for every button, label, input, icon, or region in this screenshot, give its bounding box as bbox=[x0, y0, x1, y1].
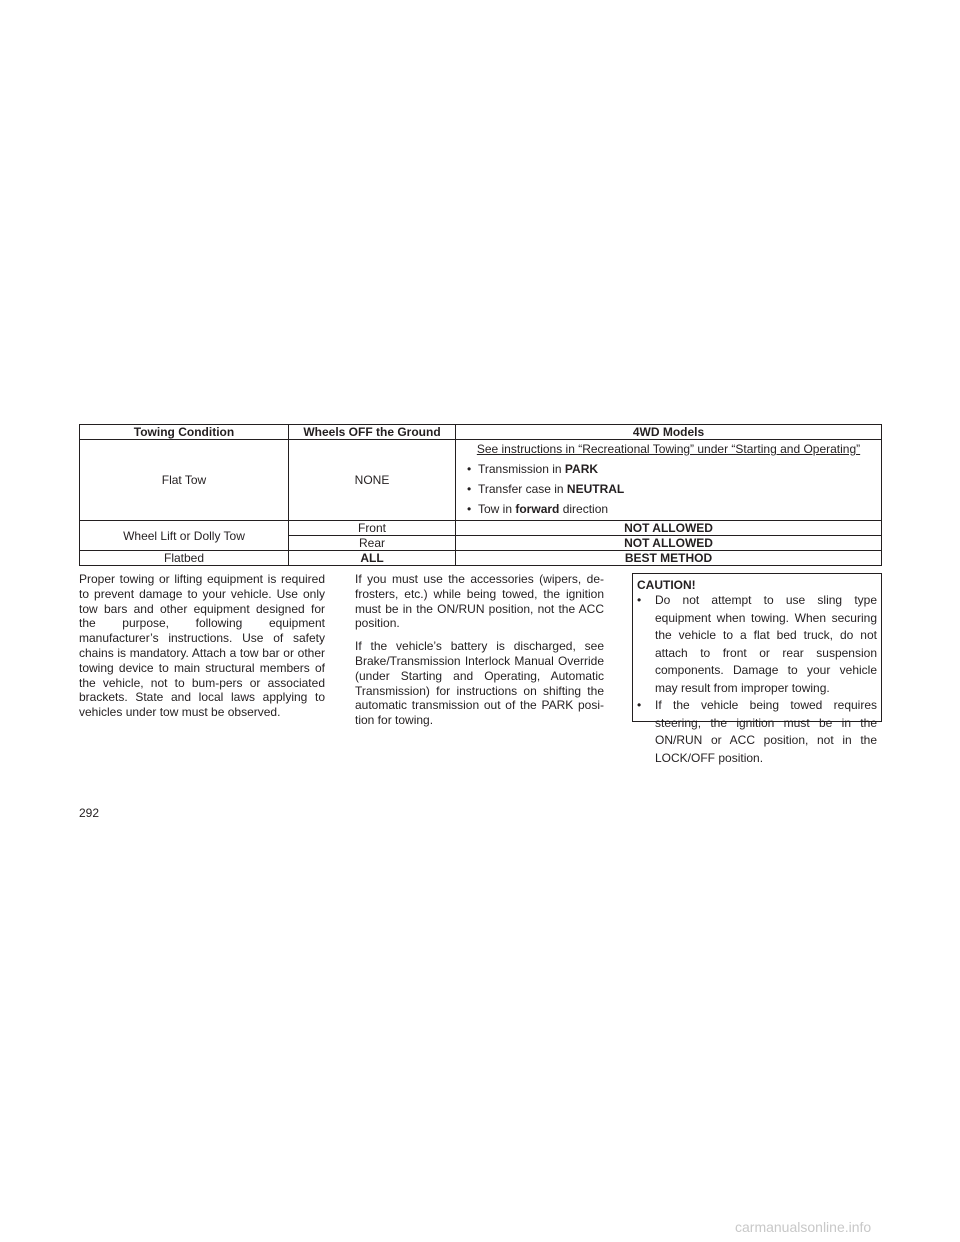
text-column-middle bbox=[355, 572, 604, 736]
text-column-left bbox=[79, 572, 325, 728]
cell-flatbed: Flatbed bbox=[80, 551, 289, 566]
bullet-icon: • bbox=[637, 698, 642, 712]
header-wheels-off: Wheels OFF the Ground bbox=[289, 425, 456, 440]
paragraph-towing-equipment: Proper towing or lifting equipment is required to prevent damage to your vehicle. Use only tow bars and other equipment designed for the purpose, following equipment manufacturer’s instructions. Use of safety chains is mandatory. Attach a tow bar or other towing device to main structural members of the vehicle, not to bum-pers or associated brackets. State and local laws applying to vehicles under tow must be observed. bbox=[79, 572, 325, 720]
paragraph-battery: If the vehicle’s battery is discharged, see Brake/Transmission Interlock Manual Override (under Starting and Operating, Automatic Transmission) for instructions on shifting the automatic transmission out of the PARK posi-tion for towing. bbox=[355, 639, 604, 728]
caution-item-text: If the vehicle being towed requires steering, the ignition must be in the ON/RUN or ACC position, not in the LOCK/OFF position. bbox=[655, 698, 877, 765]
caution-box bbox=[632, 573, 882, 765]
header-4wd-models: 4WD Models bbox=[456, 425, 882, 440]
cell-flat-tow-wheels: NONE bbox=[289, 440, 456, 521]
cell-flat-tow: Flat Tow bbox=[80, 440, 289, 521]
caution-item-text: Do not attempt to use sling type equipment when towing. When securing the vehicle to a flat bed truck, do not attach to front or rear suspension components. Damage to your vehicle may result from improper towing. bbox=[655, 593, 877, 695]
caution-title: CAUTION! bbox=[637, 578, 696, 592]
cell-wheel-lift-rear-models: NOT ALLOWED bbox=[456, 536, 882, 551]
cell-flatbed-models: BEST METHOD bbox=[456, 551, 882, 566]
page-number: 292 bbox=[79, 806, 100, 820]
header-towing-condition: Towing Condition bbox=[80, 425, 289, 440]
bullet-text: Tow in bbox=[478, 502, 516, 516]
watermark: carmanualsonline.info bbox=[735, 1219, 872, 1235]
bullet-transmission bbox=[478, 462, 877, 476]
table-row-flatbed bbox=[80, 551, 882, 566]
bullet-transfer-case bbox=[478, 482, 877, 496]
recreational-towing-note: See instructions in “Recreational Towing” under “Starting and Operating” bbox=[476, 442, 861, 456]
paragraph-accessories: If you must use the accessories (wipers, de-frosters, etc.) while being towed, the ignition must be in the ON/RUN position, not the ACC position. bbox=[355, 572, 604, 631]
bullet-bold: PARK bbox=[564, 462, 599, 476]
caution-item bbox=[637, 697, 877, 767]
cell-wheel-lift-rear: Rear bbox=[289, 536, 456, 551]
bullet-text-tail: direction bbox=[559, 502, 609, 516]
bullet-tow-direction bbox=[478, 502, 877, 516]
cell-flat-tow-instructions bbox=[456, 440, 882, 521]
bullet-text: Transfer case in bbox=[478, 482, 567, 496]
cell-wheel-lift: Wheel Lift or Dolly Tow bbox=[80, 521, 289, 551]
cell-flatbed-wheels: ALL bbox=[289, 551, 456, 566]
table-row-flat-tow bbox=[80, 440, 882, 521]
table-row-wheel-lift-front bbox=[80, 521, 882, 536]
bullet-text: Transmission in bbox=[478, 462, 565, 476]
cell-wheel-lift-front-models: NOT ALLOWED bbox=[456, 521, 882, 536]
bullet-bold: NEUTRAL bbox=[566, 482, 625, 496]
table-header-row bbox=[80, 425, 882, 440]
cell-wheel-lift-front: Front bbox=[289, 521, 456, 536]
bullet-bold: forward bbox=[515, 502, 560, 516]
towing-table bbox=[79, 424, 882, 566]
caution-item bbox=[637, 592, 877, 697]
bullet-icon: • bbox=[637, 593, 642, 607]
